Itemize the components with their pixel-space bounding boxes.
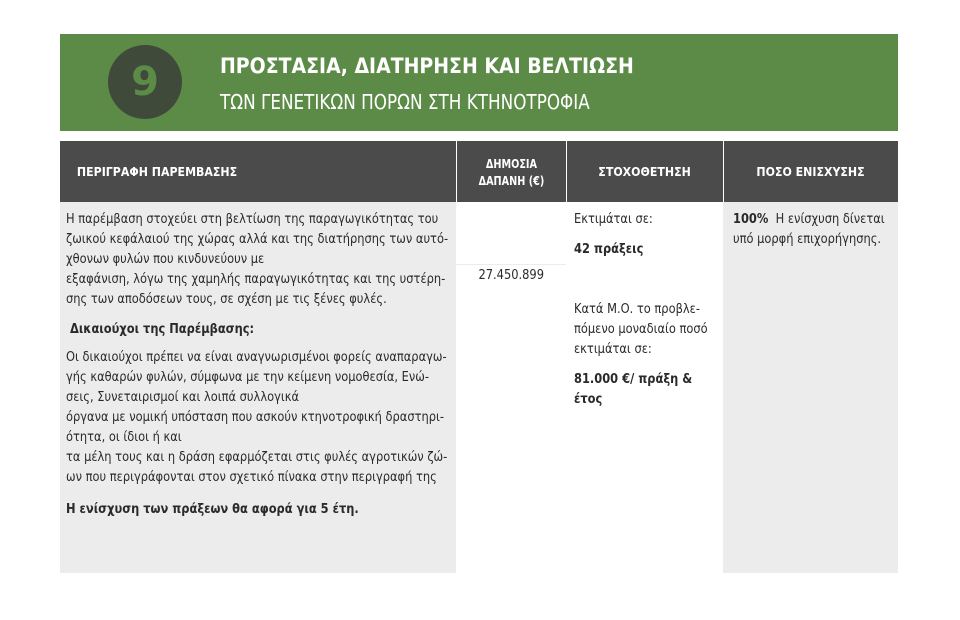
description-text: εξαφάνιση, λόγω της χαμηλής παραγωγικότητας και της υστέρη- — [66, 272, 446, 287]
description-cell — [60, 202, 456, 573]
header-public-cost: ΔΗΜΟΣΙΑ ΔΑΠΑΝΗ (€) — [478, 155, 544, 188]
description-text: σης των αποδόσεων τους, σε σχέση με τις ξένες φυλές. — [66, 292, 387, 307]
aid-rate-cell — [723, 202, 898, 573]
description-text: σεις, Συνεταιρισμοί και λοιπά συλλογικά — [66, 390, 300, 405]
public-cost-cell — [456, 202, 566, 573]
section-title-line1: ΠΡΟΣΤΑΣΙΑ, ΔΙΑΤΗΡΗΣΗ ΚΑΙ ΒΕΛΤΙΩΣΗ — [220, 54, 634, 78]
aid-rate-description: υπό μορφή επιχορήγησης. — [733, 232, 882, 247]
table-header — [60, 141, 898, 202]
section-banner — [60, 34, 898, 131]
section-title-line2: ΤΩΝ ΓΕΝΕΤΙΚΩΝ ΠΟΡΩΝ ΣΤΗ ΚΤΗΝΟΤΡΟΦΙΑ — [220, 90, 590, 114]
description-text: χθονων φυλών που κινδυνεύουν με — [66, 252, 265, 267]
targeting-estimated-label: Εκτιμάται σε: — [574, 212, 653, 227]
targeting-average-text: εκτιμάται σε: — [574, 342, 652, 357]
targeting-unit-amount: έτος — [574, 392, 603, 407]
description-text: τα μέλη τους και η δράση εφαρμόζεται στις φυλές αγροτικών ζώ- — [66, 450, 448, 465]
description-text: ων που περιγράφονται στον σχετικό πίνακα στην περιγραφή της — [66, 470, 437, 485]
header-targeting: ΣΤΟΧΟΘΕΤΗΣΗ — [598, 164, 691, 179]
description-text: ότητα, οι ίδιοι ή και — [66, 430, 182, 445]
targeting-unit-amount: 81.000 €/ πράξη & — [574, 372, 693, 387]
targeting-cell — [566, 202, 723, 573]
section-number-badge: 9 — [108, 45, 182, 119]
header-description: ΠΕΡΙΓΡΑΦΗ ΠΑΡΕΜΒΑΣΗΣ — [76, 164, 238, 179]
targeting-average-text: Κατά Μ.Ο. το προβλε- — [574, 302, 700, 317]
public-cost-value: 27.450.899 — [478, 268, 544, 283]
beneficiaries-heading: Δικαιούχοι της Παρέμβασης: — [70, 322, 255, 337]
description-text: όργανα με νομική υπόσταση που ασκούν κτηνοτροφική δραστηρι- — [66, 410, 444, 425]
header-divider — [566, 141, 567, 202]
description-text: Η παρέμβαση στοχεύει στη βελτίωση της παραγωγικότητας του — [66, 212, 439, 227]
header-aid-rate: ΠΟΣΟ ΕΝΙΣΧΥΣΗΣ — [756, 164, 865, 179]
aid-rate-value: 100% — [733, 212, 769, 227]
header-divider — [723, 141, 724, 202]
description-text: γής καθαρών φυλών, σύμφωνα με την κείμενη νομοθεσία, Ενώ- — [66, 370, 429, 385]
description-text: Οι δικαιούχοι πρέπει να είναι αναγνωρισμένοι φορείς αναπαραγω- — [66, 350, 447, 365]
header-divider — [456, 141, 457, 202]
duration-note: Η ενίσχυση των πράξεων θα αφορά για 5 έτη. — [66, 502, 359, 517]
aid-rate-text — [733, 210, 885, 230]
targeting-average-text: πόμενο μοναδιαίο ποσό — [574, 322, 708, 337]
aid-rate-description: Η ενίσχυση δίνεται — [775, 212, 885, 227]
targeting-actions: 42 πράξεις — [574, 242, 644, 257]
description-text: ζωικού κεφάλαιού της χώρας αλλά και της διατήρησης των αυτό- — [66, 232, 449, 247]
